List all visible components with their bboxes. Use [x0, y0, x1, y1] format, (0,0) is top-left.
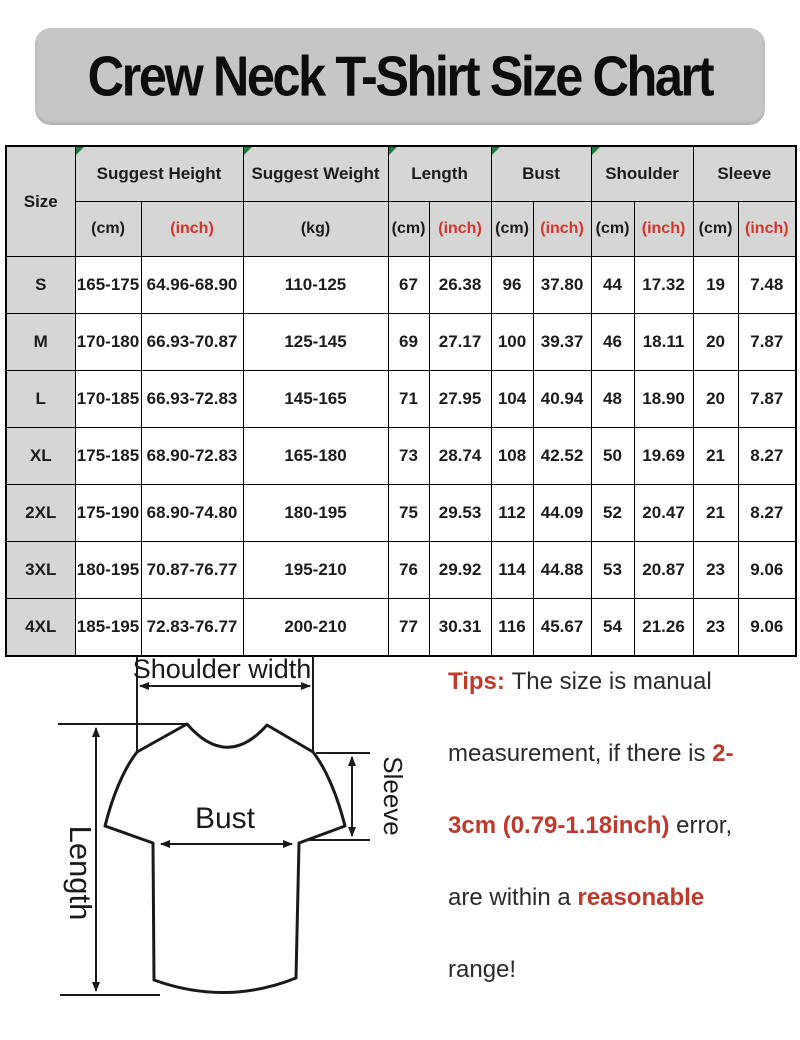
- measurement-cell: 8.27: [738, 428, 796, 485]
- table-row: [6, 371, 796, 428]
- tips-block: [448, 655, 793, 1027]
- table-row: [6, 542, 796, 599]
- measurement-cell: 23: [693, 542, 738, 599]
- measurement-cell: 77: [388, 599, 429, 657]
- tshirt-measurement-diagram: [0, 648, 445, 1040]
- measurement-cell: 48: [591, 371, 634, 428]
- header-length: Length: [388, 146, 491, 202]
- size-chart-table-wrap: [5, 145, 795, 657]
- measurement-cell: 28.74: [429, 428, 491, 485]
- measurement-cell: 29.53: [429, 485, 491, 542]
- measurement-cell: 50: [591, 428, 634, 485]
- tshirt-outline: [105, 724, 345, 993]
- green-corner-marker-icon: [244, 147, 252, 155]
- size-row-label: 3XL: [6, 542, 75, 599]
- measurement-cell: 108: [491, 428, 533, 485]
- measurement-cell: 18.11: [634, 314, 693, 371]
- measurement-cell: 70.87-76.77: [141, 542, 243, 599]
- tips-text: The size is manual: [511, 668, 712, 695]
- unit-length-inch: (inch): [429, 202, 491, 257]
- unit-height-cm: (cm): [75, 202, 141, 257]
- bust-label: Bust: [194, 802, 256, 835]
- measurement-cell: 114: [491, 542, 533, 599]
- measurement-cell: 200-210: [243, 599, 388, 657]
- measurement-cell: 20.47: [634, 485, 693, 542]
- measurement-cell: 112: [491, 485, 533, 542]
- measurement-cell: 19.69: [634, 428, 693, 485]
- header-shoulder: Shoulder: [591, 146, 693, 202]
- measurement-cell: 8.27: [738, 485, 796, 542]
- unit-length-cm: (cm): [388, 202, 429, 257]
- size-table-body: [6, 257, 796, 657]
- tips-line: [448, 739, 793, 768]
- measurement-cell: 71: [388, 371, 429, 428]
- size-row-label: 4XL: [6, 599, 75, 657]
- unit-weight-kg: (kg): [243, 202, 388, 257]
- measurement-cell: 44.09: [533, 485, 591, 542]
- size-row-label: XL: [6, 428, 75, 485]
- size-row-label: S: [6, 257, 75, 314]
- measurement-cell: 66.93-72.83: [141, 371, 243, 428]
- measurement-cell: 69: [388, 314, 429, 371]
- header-sleeve: Sleeve: [693, 146, 796, 202]
- measurement-cell: 21.26: [634, 599, 693, 657]
- measurement-cell: 7.48: [738, 257, 796, 314]
- measurement-cell: 44: [591, 257, 634, 314]
- measurement-cell: 76: [388, 542, 429, 599]
- measurement-cell: 104: [491, 371, 533, 428]
- measurement-cell: 165-180: [243, 428, 388, 485]
- table-row: [6, 428, 796, 485]
- header-suggest-weight: Suggest Weight: [243, 146, 388, 202]
- tips-highlight: reasonable: [577, 884, 705, 911]
- measurement-cell: 19: [693, 257, 738, 314]
- measurement-cell: 37.80: [533, 257, 591, 314]
- unit-sleeve-cm: (cm): [693, 202, 738, 257]
- measurement-cell: 54: [591, 599, 634, 657]
- measurement-cell: 52: [591, 485, 634, 542]
- tips-highlight: 3cm (0.79-1.18inch): [448, 812, 670, 839]
- measurement-cell: 29.92: [429, 542, 491, 599]
- measurement-cell: 170-180: [75, 314, 141, 371]
- measurement-cell: 185-195: [75, 599, 141, 657]
- measurement-cell: 7.87: [738, 371, 796, 428]
- unit-bust-cm: (cm): [491, 202, 533, 257]
- table-row: [6, 485, 796, 542]
- measurement-cell: 40.94: [533, 371, 591, 428]
- measurement-cell: 165-175: [75, 257, 141, 314]
- measurement-cell: 46: [591, 314, 634, 371]
- size-row-label: 2XL: [6, 485, 75, 542]
- measurement-cell: 180-195: [243, 485, 388, 542]
- size-column-header: Size: [6, 146, 75, 257]
- measurement-cell: 96: [491, 257, 533, 314]
- measurement-cell: 175-185: [75, 428, 141, 485]
- unit-shoulder-cm: (cm): [591, 202, 634, 257]
- measurement-cell: 42.52: [533, 428, 591, 485]
- measurement-cell: 39.37: [533, 314, 591, 371]
- measurement-cell: 73: [388, 428, 429, 485]
- measurement-cell: 72.83-76.77: [141, 599, 243, 657]
- unit-shoulder-inch: (inch): [634, 202, 693, 257]
- tips-text: range!: [448, 956, 517, 983]
- measurement-cell: 21: [693, 428, 738, 485]
- green-corner-marker-icon: [389, 147, 397, 155]
- measurement-cell: 68.90-74.80: [141, 485, 243, 542]
- measurement-cell: 170-185: [75, 371, 141, 428]
- measurement-cell: 20: [693, 371, 738, 428]
- measurement-cell: 21: [693, 485, 738, 542]
- measurement-cell: 125-145: [243, 314, 388, 371]
- sleeve-label: Sleeve: [378, 756, 408, 836]
- page-title: Crew Neck T-Shirt Size Chart: [87, 45, 713, 108]
- measurement-cell: 9.06: [738, 542, 796, 599]
- measurement-cell: 66.93-70.87: [141, 314, 243, 371]
- header-bust: Bust: [491, 146, 591, 202]
- green-corner-marker-icon: [492, 147, 500, 155]
- tips-text: measurement, if there is: [448, 740, 713, 767]
- measurement-cell: 175-190: [75, 485, 141, 542]
- measurement-cell: 18.90: [634, 371, 693, 428]
- size-chart-table: [5, 145, 797, 657]
- length-label: Length: [63, 825, 98, 921]
- measurement-cell: 26.38: [429, 257, 491, 314]
- tips-line: [448, 955, 793, 984]
- tips-text: are within a: [448, 884, 578, 911]
- header-unit-row: [6, 202, 796, 257]
- measurement-cell: 27.95: [429, 371, 491, 428]
- shoulder-width-label: Shoulder width: [132, 654, 312, 684]
- measurement-cell: 9.06: [738, 599, 796, 657]
- measurement-cell: 180-195: [75, 542, 141, 599]
- green-corner-marker-icon: [76, 147, 84, 155]
- measurement-cell: 64.96-68.90: [141, 257, 243, 314]
- green-corner-marker-icon: [592, 147, 600, 155]
- tips-text: error,: [669, 812, 733, 839]
- size-row-label: M: [6, 314, 75, 371]
- table-row: [6, 314, 796, 371]
- measurement-cell: 20: [693, 314, 738, 371]
- size-row-label: L: [6, 371, 75, 428]
- tips-line: [448, 667, 793, 696]
- measurement-cell: 100: [491, 314, 533, 371]
- tips-highlight: 2-: [712, 740, 734, 767]
- measurement-cell: 27.17: [429, 314, 491, 371]
- header-suggest-height: Suggest Height: [75, 146, 243, 202]
- header-group-row: [6, 146, 796, 202]
- tips-label: Tips:: [448, 668, 512, 695]
- measurement-cell: 23: [693, 599, 738, 657]
- unit-height-inch: (inch): [141, 202, 243, 257]
- measurement-cell: 45.67: [533, 599, 591, 657]
- measurement-cell: 116: [491, 599, 533, 657]
- measurement-cell: 20.87: [634, 542, 693, 599]
- title-bar: [35, 28, 765, 125]
- measurement-cell: 44.88: [533, 542, 591, 599]
- measurement-cell: 195-210: [243, 542, 388, 599]
- unit-sleeve-inch: (inch): [738, 202, 796, 257]
- tips-line: [448, 883, 793, 912]
- measurement-cell: 67: [388, 257, 429, 314]
- measurement-cell: 17.32: [634, 257, 693, 314]
- measurement-cell: 145-165: [243, 371, 388, 428]
- measurement-cell: 68.90-72.83: [141, 428, 243, 485]
- measurement-cell: 75: [388, 485, 429, 542]
- measurement-cell: 7.87: [738, 314, 796, 371]
- measurement-cell: 110-125: [243, 257, 388, 314]
- unit-bust-inch: (inch): [533, 202, 591, 257]
- table-row: [6, 257, 796, 314]
- tips-line: [448, 811, 793, 840]
- measurement-cell: 30.31: [429, 599, 491, 657]
- measurement-cell: 53: [591, 542, 634, 599]
